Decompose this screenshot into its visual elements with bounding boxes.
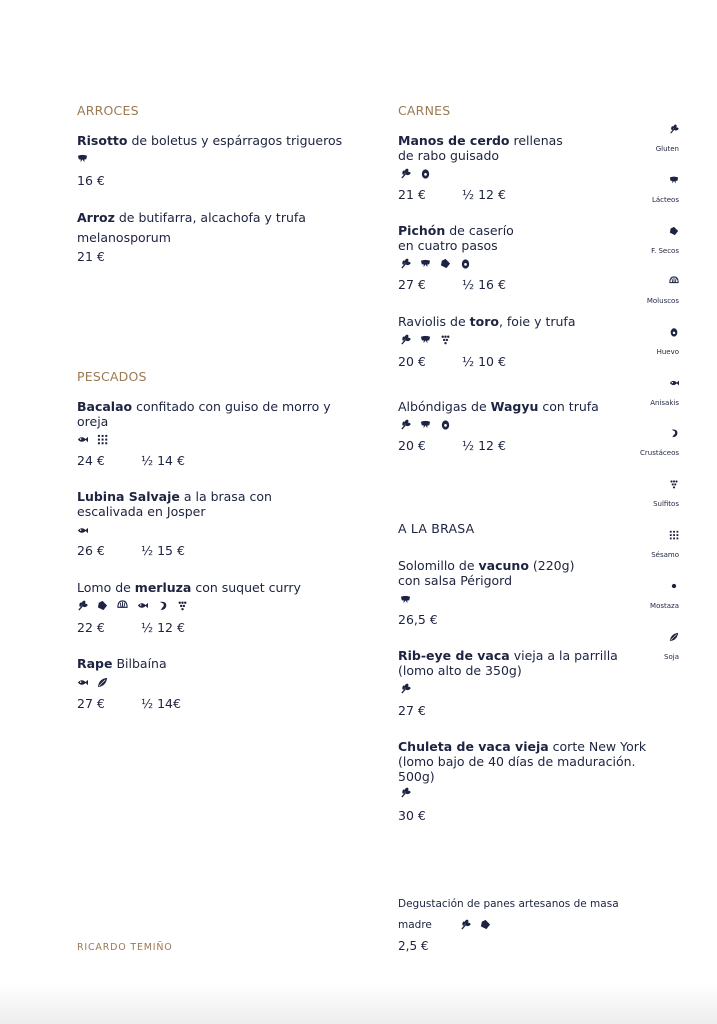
price: 26 € (77, 543, 105, 558)
fsecos-icon (669, 226, 679, 236)
price: 20 € (398, 438, 426, 453)
allergen-icons (77, 152, 88, 164)
half-price: ½ 12 € (141, 620, 185, 635)
half-price: ½ 15 € (141, 543, 185, 558)
legend-lacteos: Lácteos (619, 170, 679, 204)
allergen-icons (400, 418, 451, 430)
half-price: ½ 10 € (462, 354, 506, 369)
section-title-brasa: A LA BRASA (398, 521, 475, 536)
anisakis-icon (669, 378, 679, 388)
moluscos-icon (117, 600, 128, 611)
sulfitos-icon (177, 600, 188, 611)
dish-lubina: Lubina Salvaje a la brasa con escalivada en Josper (77, 489, 272, 519)
dish-arroz: Arroz de butifarra, alcachofa y trufa melanosporum (77, 210, 306, 245)
dish-rib-eye: Rib-eye de vaca vieja a la parrilla (lomo alto de 350g) (398, 648, 618, 678)
bread-line2: madre (398, 919, 432, 931)
dish-risotto: Risotto de boletus y espárragos trigueros (77, 133, 343, 148)
section-title-carnes: CARNES (398, 103, 451, 118)
lacteos-icon (420, 334, 431, 345)
section-title-pescados: PESCADOS (77, 369, 147, 384)
huevo-icon (460, 258, 471, 269)
sesamo-icon (97, 434, 108, 445)
lacteos-icon (669, 175, 679, 185)
bread-line1: Degustación de panes artesanos de masa (398, 898, 619, 910)
anisakis-icon (137, 600, 148, 611)
gluten-icon (400, 168, 411, 179)
allergen-icons (77, 599, 188, 611)
allergen-icons (400, 167, 431, 179)
allergen-icons (77, 524, 88, 536)
allergen-icons (77, 676, 108, 688)
allergen-icons (400, 786, 411, 798)
legend-crustaceos: Crustáceos (619, 423, 679, 457)
legend-anisakis: Anisakis (619, 373, 679, 407)
half-price: ½ 14€ (141, 696, 181, 711)
sesamo-icon (669, 530, 679, 540)
price: 22 € (77, 620, 105, 635)
dish-rape: Rape Bilbaína (77, 656, 167, 671)
legend-huevo: Huevo (619, 322, 679, 356)
half-price: ½ 16 € (462, 277, 506, 292)
legend-fsecos: F. Secos (619, 221, 679, 255)
fsecos-icon (480, 919, 491, 930)
moluscos-icon (669, 276, 679, 286)
legend-gluten: Gluten (619, 119, 679, 153)
lacteos-icon (77, 153, 88, 164)
allergen-icons (400, 593, 411, 605)
dish-raviolis: Raviolis de toro, foie y trufa (398, 314, 576, 329)
dish-albondigas: Albóndigas de Wagyu con trufa (398, 399, 599, 414)
price: 21 € (398, 187, 426, 202)
dish-merluza: Lomo de merluza con suquet curry (77, 580, 301, 595)
dish-solomillo: Solomillo de vacuno (220g) con salsa Périgord (398, 558, 575, 588)
fsecos-icon (440, 258, 451, 269)
price: 27 € (77, 696, 105, 711)
gluten-icon (400, 258, 411, 269)
lacteos-icon (400, 594, 411, 605)
anisakis-icon (77, 677, 88, 688)
huevo-icon (420, 168, 431, 179)
legend-sulfitos: Sulfitos (619, 474, 679, 508)
dish-chuleta: Chuleta de vaca vieja corte New York (lomo bajo de 40 días de maduración. 500g) (398, 739, 647, 784)
legend-sesamo: Sésamo (619, 525, 679, 559)
section-title-arroces: ARROCES (77, 103, 139, 118)
half-price: ½ 12 € (462, 187, 506, 202)
price: 30 € (398, 808, 426, 823)
allergen-icons (77, 433, 108, 445)
crustaceos-icon (157, 600, 168, 611)
gluten-icon (77, 600, 88, 611)
price: 26,5 € (398, 612, 438, 627)
legend-mostaza: Mostaza (619, 576, 679, 610)
gluten-icon (400, 334, 411, 345)
price: 21 € (77, 249, 105, 264)
legend-soja: Soja (619, 627, 679, 661)
signature: RICARDO TEMIÑO (77, 942, 173, 953)
gluten-icon (460, 919, 471, 930)
huevo-icon (440, 419, 451, 430)
price: 16 € (77, 173, 105, 188)
fsecos-icon (97, 600, 108, 611)
dish-bacalao: Bacalao confitado con guiso de morro y oreja (77, 399, 331, 429)
sulfitos-icon (669, 479, 679, 489)
allergen-icons (400, 682, 411, 694)
huevo-icon (669, 327, 679, 337)
price: 24 € (77, 453, 105, 468)
soja-icon (97, 677, 108, 688)
gluten-icon (400, 419, 411, 430)
dish-manos-cerdo: Manos de cerdo rellenas de rabo guisado (398, 133, 563, 163)
anisakis-icon (77, 525, 88, 536)
mostaza-icon (669, 581, 679, 591)
page-bottom-fade (0, 984, 717, 1024)
allergen-icons (460, 918, 491, 930)
lacteos-icon (420, 258, 431, 269)
crustaceos-icon (669, 428, 679, 438)
gluten-icon (669, 124, 679, 134)
allergen-icons (400, 257, 471, 269)
bread-price: 2,5 € (398, 939, 429, 953)
gluten-icon (400, 787, 411, 798)
price: 27 € (398, 277, 426, 292)
half-price: ½ 12 € (462, 438, 506, 453)
price: 27 € (398, 703, 426, 718)
price: 20 € (398, 354, 426, 369)
legend-moluscos: Moluscos (619, 271, 679, 305)
soja-icon (669, 632, 679, 642)
dish-pichon: Pichón de caserío en cuatro pasos (398, 223, 514, 253)
gluten-icon (400, 683, 411, 694)
allergen-icons (400, 333, 451, 345)
half-price: ½ 14 € (141, 453, 185, 468)
sulfitos-icon (440, 334, 451, 345)
anisakis-icon (77, 434, 88, 445)
lacteos-icon (420, 419, 431, 430)
